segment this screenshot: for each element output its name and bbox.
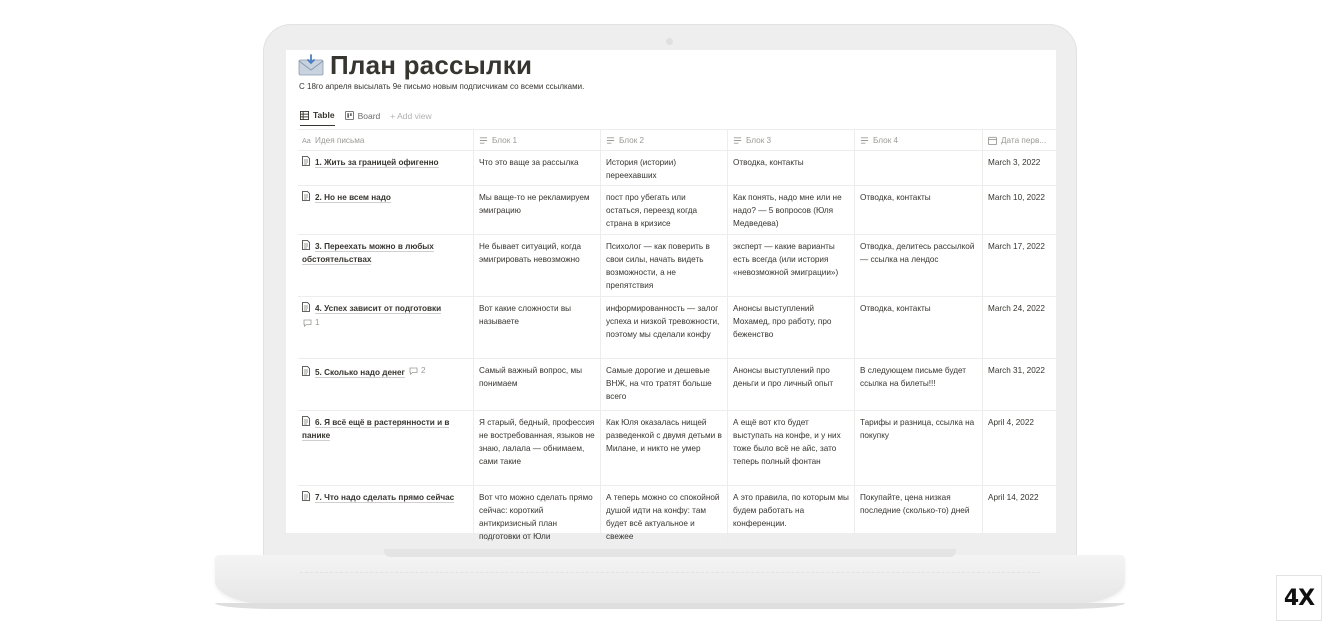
cell-block4[interactable]: В следующем письме будет ссылка на билеты!!! — [855, 359, 983, 410]
table-row[interactable] — [298, 486, 1068, 549]
cell-block4[interactable]: Тарифы и разница, ссылка на покупку — [855, 411, 983, 485]
brand-badge — [1276, 575, 1322, 621]
cell-date[interactable]: March 24, 2022 — [988, 304, 1045, 313]
page-icon — [302, 416, 310, 426]
cell-date[interactable]: March 3, 2022 — [988, 158, 1041, 167]
cell-block1[interactable]: Что это ваще за рассылка — [474, 151, 601, 185]
tab-table[interactable] — [300, 110, 335, 126]
brand-badge-text: 4X — [1283, 585, 1315, 611]
board-icon — [345, 111, 354, 120]
column-header-idea[interactable]: Aa Идея письма — [298, 130, 474, 150]
page-title[interactable]: План рассылки — [330, 49, 533, 80]
table-row[interactable] — [298, 297, 1068, 359]
page-description: С 18го апреля высылать 9е письмо новым подписчикам со всеми ссылками. — [299, 82, 585, 91]
cell-block3[interactable]: А ещё вот кто будет выступать на конфе, и у них тоже было всё не айс, зато теперь полный фонтан — [728, 411, 855, 485]
tab-board-label: Board — [357, 110, 381, 121]
cell-block3[interactable]: эксперт — какие варианты есть всегда (или история «невозможной эмиграции») — [728, 235, 855, 296]
cell-block3[interactable]: Анонсы выступлений про деньги и про личный опыт — [728, 359, 855, 410]
page-icon — [302, 302, 310, 312]
view-tabs — [300, 110, 432, 126]
table-row[interactable] — [298, 151, 1068, 186]
page-icon — [302, 366, 310, 376]
notion-screen — [286, 49, 1056, 541]
lines-icon — [860, 136, 869, 145]
column-header-date[interactable]: Дата перв... — [983, 130, 1068, 150]
table-row[interactable] — [298, 186, 1068, 235]
row-title-cell[interactable] — [298, 359, 474, 410]
cell-date[interactable]: April 14, 2022 — [988, 493, 1039, 502]
tab-table-label: Table — [313, 110, 335, 120]
cell-date[interactable]: March 31, 2022 — [988, 366, 1045, 375]
envelope-icon — [298, 54, 324, 76]
cell-block4[interactable]: Отводка, контакты — [855, 186, 983, 234]
comment-icon — [409, 367, 418, 375]
cell-block2[interactable]: информированность — залог успеха и низкой тревожности, поэтому мы сделали конфу — [601, 297, 728, 358]
calendar-icon — [988, 136, 997, 145]
laptop-camera — [666, 38, 673, 45]
svg-text:Aa: Aa — [302, 136, 311, 146]
cell-block2[interactable]: Психолог — как поверить в свои силы, начать видеть возможности, а не препятствия — [601, 235, 728, 296]
laptop-foot — [215, 603, 1125, 609]
row-title-cell[interactable] — [298, 297, 474, 358]
cell-block2[interactable]: История (истории) переехавших — [601, 151, 728, 185]
tab-board[interactable] — [345, 111, 381, 126]
lines-icon — [606, 136, 615, 145]
cell-block3[interactable]: Отводка, контакты — [728, 151, 855, 185]
row-title-cell[interactable] — [298, 411, 474, 485]
cell-block4[interactable]: Отводка, делитесь рассылкой — ссылка на лендос — [855, 235, 983, 296]
cell-date[interactable]: April 4, 2022 — [988, 418, 1034, 427]
cell-date[interactable]: March 10, 2022 — [988, 193, 1045, 202]
column-header-block1[interactable]: Блок 1 — [474, 130, 601, 150]
table-row[interactable] — [298, 235, 1068, 297]
cell-block2[interactable]: пост про убегать или остаться, переезд когда страна в кризисе — [601, 186, 728, 234]
laptop-base — [215, 555, 1125, 605]
table-row[interactable] — [298, 359, 1068, 411]
column-header-block4[interactable]: Блок 4 — [855, 130, 983, 150]
row-title[interactable]: 4. Успех зависит от подготовки — [315, 304, 442, 313]
cell-block1[interactable]: Вот какие сложности вы называете — [474, 297, 601, 358]
database-table — [298, 129, 1068, 549]
page-icon — [302, 156, 310, 166]
table-icon — [300, 111, 309, 120]
row-title[interactable]: 1. Жить за границей офигенно — [315, 158, 439, 167]
row-title-cell[interactable] — [298, 151, 474, 185]
cell-block1[interactable]: Не бывает ситуаций, когда эмигрировать невозможно — [474, 235, 601, 296]
row-title-cell[interactable] — [298, 235, 474, 296]
cell-block4[interactable]: Покупайте, цена низкая последние (сколько-то) дней — [855, 486, 983, 548]
comment-count[interactable]: 2 — [409, 364, 426, 377]
row-title[interactable]: 7. Что надо сделать прямо сейчас — [315, 493, 455, 502]
page-icon — [302, 491, 310, 501]
page-icon — [302, 191, 310, 201]
table-row[interactable] — [298, 411, 1068, 486]
cell-block4[interactable]: Отводка, контакты — [855, 297, 983, 358]
cell-block2[interactable]: А теперь можно со спокойной душой идти на конфу: там будет всё актуальное и свежее — [601, 486, 728, 548]
row-title-cell[interactable] — [298, 486, 474, 548]
keyboard-edge — [300, 572, 1040, 574]
row-title-cell[interactable] — [298, 186, 474, 234]
row-title[interactable]: 3. Переехать можно в любых обстоятельствах — [302, 242, 434, 264]
comment-icon — [303, 319, 312, 327]
laptop-hinge — [384, 549, 956, 557]
row-title[interactable]: 5. Сколько надо денег — [315, 367, 405, 377]
cell-block4[interactable] — [855, 151, 983, 185]
cell-block1[interactable]: Самый важный вопрос, мы понимаем — [474, 359, 601, 410]
row-title[interactable]: 6. Я всё ещё в растерянности и в панике — [302, 418, 450, 440]
row-title[interactable]: 2. Но не всем надо — [315, 193, 391, 202]
cell-block1[interactable]: Вот что можно сделать прямо сейчас: короткий антикризисный план подготовки от Юли — [474, 486, 601, 548]
cell-block2[interactable]: Как Юля оказалась нищей разведенкой с двумя детьми в Милане, и никто не умер — [601, 411, 728, 485]
cell-date[interactable]: March 17, 2022 — [988, 242, 1045, 251]
cell-block1[interactable]: Мы ваще-то не рекламируем эмиграцию — [474, 186, 601, 234]
add-view-button[interactable]: + Add view — [390, 110, 432, 121]
text-property-icon — [302, 136, 311, 145]
cell-block3[interactable]: Как понять, надо мне или не надо? — 5 вопросов (Юля Медведева) — [728, 186, 855, 234]
page-icon — [302, 240, 310, 250]
cell-block2[interactable]: Самые дорогие и дешевые ВНЖ, на что тратят больше всего — [601, 359, 728, 410]
page-header — [298, 50, 532, 80]
lines-icon — [479, 136, 488, 145]
cell-block1[interactable]: Я старый, бедный, профессия не востребованная, языков не знаю, лалала — обнимаем, сами такие — [474, 411, 601, 485]
column-header-block2[interactable]: Блок 2 — [601, 130, 728, 150]
column-header-block3[interactable]: Блок 3 — [728, 130, 855, 150]
table-header — [298, 130, 1068, 151]
cell-block3[interactable]: Анонсы выступлений Мохамед, про работу, про беженство — [728, 297, 855, 358]
lines-icon — [733, 136, 742, 145]
cell-block3[interactable]: А это правила, по которым мы будем работать на конференции. — [728, 486, 855, 548]
comment-count[interactable]: 1 — [303, 316, 469, 329]
